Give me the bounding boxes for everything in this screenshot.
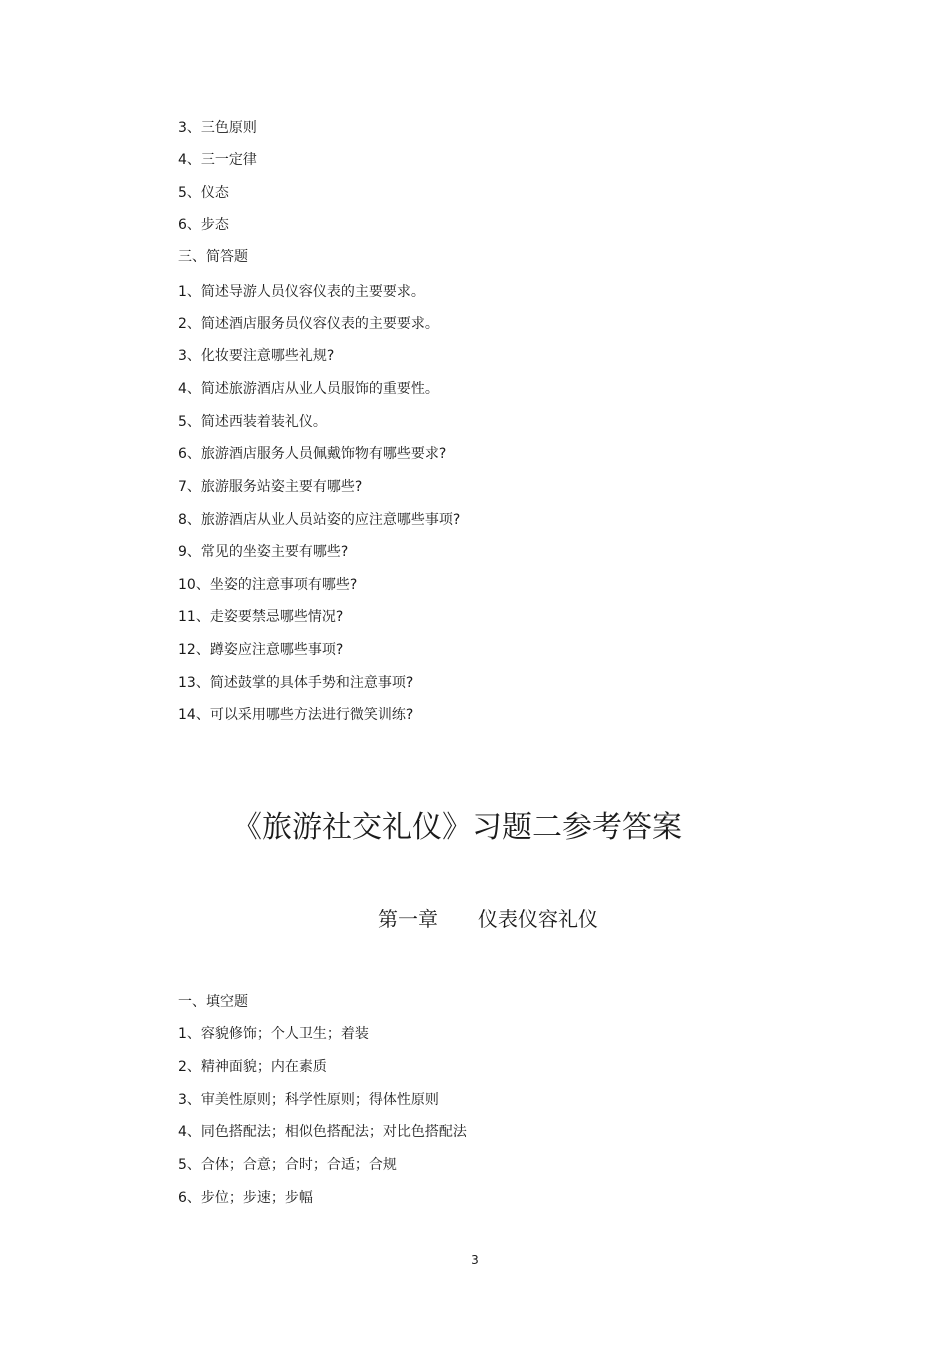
chapter-name: 仪表仪容礼仪	[478, 907, 598, 931]
page-number: 3	[471, 1253, 479, 1267]
chapter-heading	[378, 905, 598, 933]
question-item: 4、简述旅游酒店从业人员服饰的重要性。	[178, 381, 439, 397]
question-item: 14、可以采用哪些方法进行微笑训练?	[178, 707, 414, 723]
term-item: 3、三色原则	[178, 120, 257, 136]
question-item: 2、简述酒店服务员仪容仪表的主要要求。	[178, 316, 439, 332]
section-heading-short-answer: 三、简答题	[178, 249, 248, 265]
question-item: 9、常见的坐姿主要有哪些?	[178, 544, 349, 560]
question-item: 10、坐姿的注意事项有哪些?	[178, 577, 358, 593]
question-item: 8、旅游酒店从业人员站姿的应注意哪些事项?	[178, 512, 461, 528]
answer-item: 1、容貌修饰；个人卫生；着装	[178, 1026, 369, 1042]
answer-item: 2、精神面貌；内在素质	[178, 1059, 327, 1075]
question-item: 7、旅游服务站姿主要有哪些?	[178, 479, 363, 495]
section-heading-fill-blank: 一、填空题	[178, 994, 248, 1010]
answer-item: 4、同色搭配法；相似色搭配法；对比色搭配法	[178, 1124, 467, 1140]
question-item: 12、蹲姿应注意哪些事项?	[178, 642, 344, 658]
question-item: 5、简述西装着装礼仪。	[178, 414, 327, 430]
term-item: 6、步态	[178, 217, 229, 233]
answer-item: 5、合体；合意；合时；合适；合规	[178, 1157, 397, 1173]
question-item: 3、化妆要注意哪些礼规?	[178, 348, 335, 364]
question-item: 11、走姿要禁忌哪些情况?	[178, 609, 344, 625]
document-title: 《旅游社交礼仪》习题二参考答案	[232, 810, 682, 845]
term-item: 5、仪态	[178, 185, 229, 201]
term-item: 4、三一定律	[178, 152, 257, 168]
question-item: 1、简述导游人员仪容仪表的主要要求。	[178, 284, 425, 300]
question-item: 13、简述鼓掌的具体手势和注意事项?	[178, 675, 414, 691]
answer-item: 6、步位；步速；步幅	[178, 1190, 313, 1206]
question-item: 6、旅游酒店服务人员佩戴饰物有哪些要求?	[178, 446, 447, 462]
answer-item: 3、审美性原则；科学性原则；得体性原则	[178, 1092, 439, 1108]
chapter-label: 第一章	[378, 907, 438, 931]
